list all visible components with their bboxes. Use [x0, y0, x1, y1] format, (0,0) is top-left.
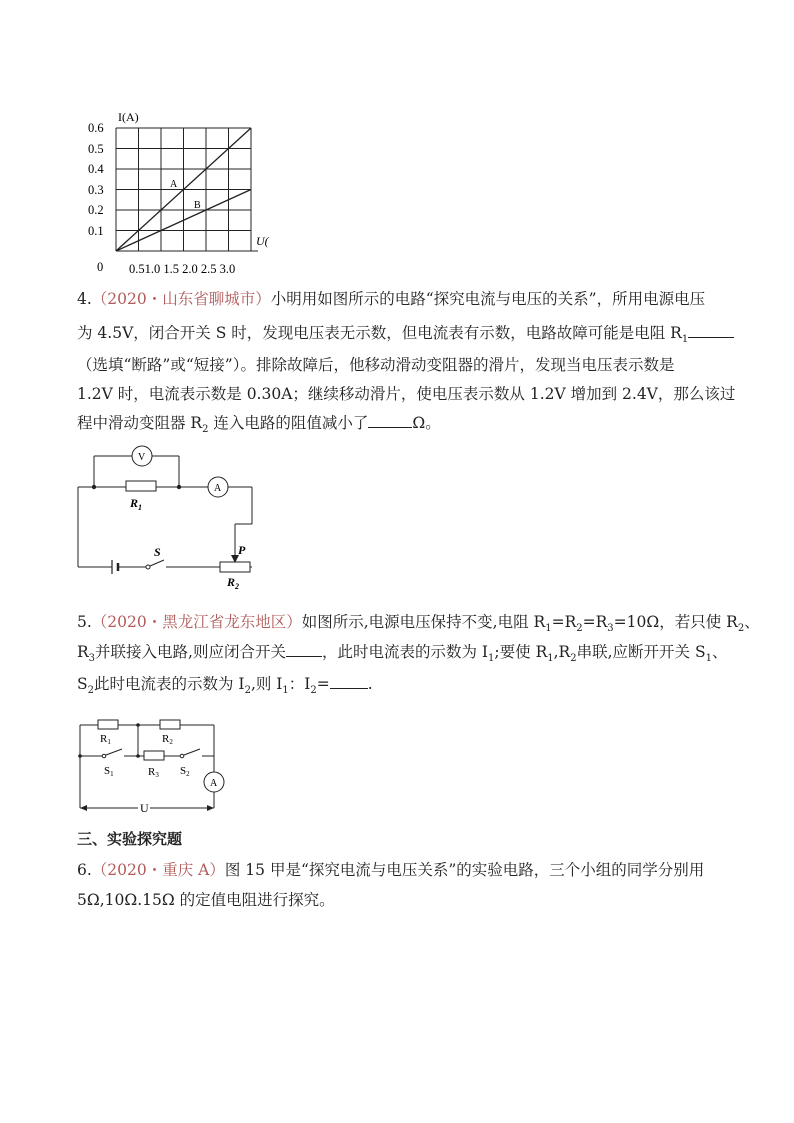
y-tick: 0.3 — [88, 183, 104, 197]
line-b-label: B — [194, 200, 201, 211]
r2-label: $R_2$ — [227, 575, 240, 591]
x-ticks: 0.51.0 1.5 2.0 2.5 3.0 — [129, 262, 236, 276]
q4-text: 为 4.5V，闭合开关 S 时，发现电压表无示数，但电流表有示数，电路故障可能是电阻 R — [77, 324, 682, 342]
resistor-r1 — [98, 720, 118, 729]
q5-text: ，此时电流表的示数为 I — [321, 643, 489, 661]
rheostat-r2 — [220, 562, 250, 572]
q4-line-5 — [77, 413, 727, 440]
q4-text: 1.2V 时，电流表示数是 0.30A；继续移动滑片，使电压表示数从 1.2V 增加到 2.4V，那么该过 — [77, 385, 736, 403]
subscript: 2 — [244, 685, 251, 697]
q4-text: 程中滑动变阻器 R — [77, 414, 203, 432]
s2-label: S2 — [180, 765, 190, 778]
y-tick: 0.2 — [88, 203, 104, 217]
r1-label: R1 — [100, 733, 111, 746]
resistor-r3 — [144, 751, 164, 760]
q5-text: =10Ω，若只使 R — [613, 613, 738, 631]
origin-label: 0 — [97, 260, 104, 274]
r1-label: $R_1$ — [130, 496, 143, 512]
subscript: 2 — [87, 685, 94, 697]
q5-text: R — [77, 643, 89, 661]
subscript: 2 — [576, 623, 583, 635]
q4-text: Ω。 — [412, 414, 441, 432]
circuit-q4 — [70, 440, 270, 595]
subscript: 2 — [737, 623, 745, 635]
line-a-label: A — [170, 179, 178, 190]
subscript: 1 — [681, 334, 689, 346]
q5-text: ：I — [288, 675, 311, 693]
q6-text: 图 15 甲是“探究电流与电压关系”的实验电路，三个小组的同学分别用 — [224, 861, 705, 879]
subscript: 2 — [310, 685, 317, 697]
q5-text: 此时电流表的示数为 I — [94, 675, 245, 693]
q4-line-2 — [77, 323, 727, 350]
r3-label: R3 — [148, 766, 159, 779]
slider-label: P — [238, 543, 246, 557]
circuit-q5 — [72, 712, 232, 817]
y-tick: 0.1 — [88, 224, 104, 238]
r2-label: R2 — [162, 733, 173, 746]
resistor-r2 — [160, 720, 180, 729]
subscript: 1 — [488, 653, 495, 665]
iu-graph — [80, 105, 280, 280]
subscript: 2 — [202, 424, 209, 436]
q6-line-1 — [77, 860, 727, 880]
subscript: 1 — [705, 653, 712, 665]
q4-blank-2[interactable] — [368, 413, 412, 428]
q5-number: 5. — [77, 613, 92, 631]
q5-blank-1[interactable] — [286, 642, 322, 657]
switch-s1 — [102, 754, 106, 758]
s1-label: S1 — [104, 765, 114, 778]
q5-text: 串联,应断开开关 S — [576, 643, 706, 661]
q6-number: 6. — [77, 861, 92, 879]
q6-line-2 — [77, 890, 727, 910]
q5-text: 、 — [711, 643, 728, 661]
voltage-label: U — [140, 801, 149, 815]
subscript: 1 — [545, 623, 552, 635]
q5-text: 并联接入电路,则应闭合开关 — [95, 643, 286, 661]
q5-text: =R — [551, 613, 577, 631]
voltmeter-label: V — [138, 452, 146, 463]
subscript: 3 — [607, 623, 614, 635]
q4-blank-1[interactable] — [688, 323, 734, 338]
q5-line-3 — [77, 674, 727, 701]
q6-text: 5Ω,10Ω.15Ω 的定值电阻进行探究。 — [77, 891, 335, 909]
q4-line-3 — [77, 355, 727, 375]
q5-source: （2020・黑龙江省龙东地区） — [91, 613, 302, 631]
q4-line-1 — [77, 289, 727, 309]
subscript: 1 — [547, 653, 554, 665]
y-tick: 0.4 — [88, 162, 104, 176]
subscript: 3 — [88, 653, 96, 665]
q4-text: 小明用如图所示的电路“探究电流与电压的关系”，所用电源电压 — [270, 290, 706, 308]
switch-s2 — [180, 754, 184, 758]
q4-text: 连入电路的阻值减小了 — [208, 414, 369, 432]
q4-number: 4. — [77, 290, 92, 308]
switch-s — [146, 565, 150, 569]
q5-line-1 — [77, 612, 760, 639]
q4-source: （2020・山东省聊城市） — [91, 290, 271, 308]
y-tick: 0.5 — [88, 142, 104, 156]
q5-text: S — [77, 675, 88, 693]
q5-line-2 — [77, 642, 727, 669]
q5-text: ,则 I — [250, 675, 283, 693]
switch-label: S — [154, 545, 161, 559]
q5-text: =R — [582, 613, 608, 631]
q5-text: 如图所示,电源电压保持不变,电阻 R — [301, 613, 546, 631]
q5-text: = — [316, 675, 330, 693]
q5-text: 、 — [744, 613, 760, 631]
ammeter-label: A — [214, 483, 222, 494]
y-axis-label: I(A) — [118, 110, 139, 124]
q4-text: （选填“断路”或“短接”）。排除故障后，他移动滑动变阻器的滑片，发现当电压表示数是 — [77, 356, 675, 374]
q5-blank-2[interactable] — [330, 674, 368, 689]
subscript: 2 — [570, 653, 577, 665]
subscript: 1 — [282, 685, 289, 697]
q4-line-4 — [77, 384, 736, 404]
q5-text: . — [367, 675, 373, 693]
ammeter-label: A — [210, 778, 218, 789]
q6-source: （2020・重庆 A） — [91, 861, 225, 879]
q5-text: ,R — [553, 643, 571, 661]
q5-text: ;要使 R — [494, 643, 548, 661]
y-tick: 0.6 — [88, 121, 104, 135]
x-axis-label: U( — [256, 234, 269, 248]
resistor-r1 — [126, 481, 156, 491]
section-title: 三、实验探究题 — [77, 830, 183, 848]
